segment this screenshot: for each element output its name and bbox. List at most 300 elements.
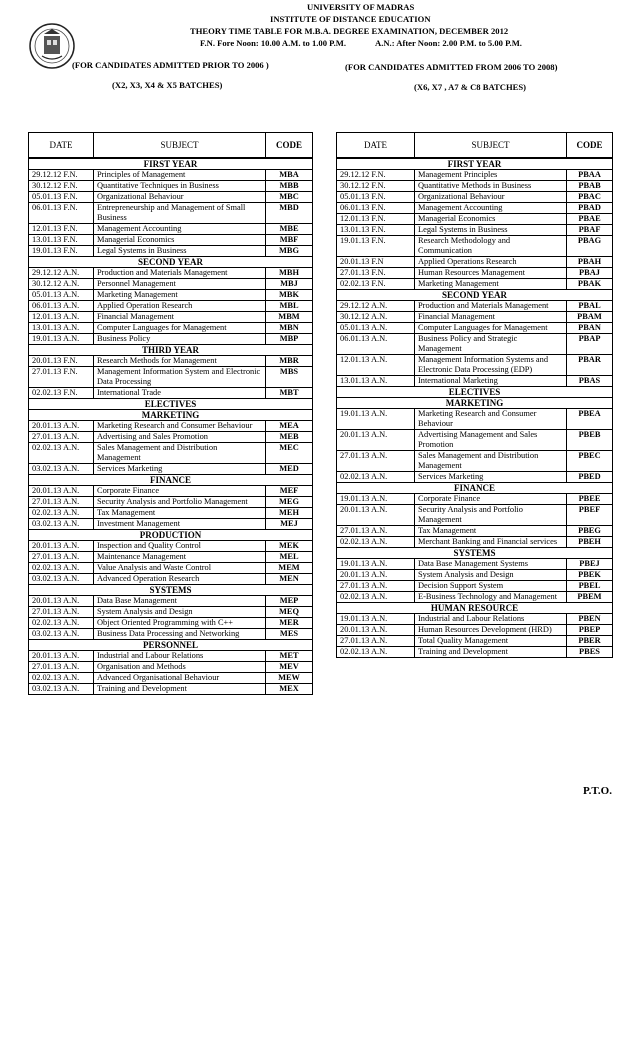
exam-date: 29.12.12 F.N. xyxy=(29,170,94,181)
exam-date: 27.01.13 A.N. xyxy=(29,662,94,673)
subject-name: Security Analysis and Portfolio Management xyxy=(94,497,266,508)
table-row xyxy=(337,526,613,537)
subject-name: Management Principles xyxy=(415,170,567,181)
subject-name: Personnel Management xyxy=(94,279,266,290)
table-row xyxy=(29,432,313,443)
exam-date: 29.12.12 A.N. xyxy=(337,301,415,312)
subject-code: PBAN xyxy=(567,323,613,334)
subject-name: Marketing Research and Consumer Behaviour xyxy=(94,421,266,432)
subject-name: Data Base Management xyxy=(94,596,266,607)
exam-date: 27.01.13 A.N. xyxy=(29,607,94,618)
table-row xyxy=(29,618,313,629)
university-seal-icon xyxy=(28,22,76,70)
subject-name: Quantitative Methods in Business xyxy=(415,181,567,192)
subject-code: PBEP xyxy=(567,625,613,636)
section-row xyxy=(337,158,613,170)
subject-name: Computer Languages for Management xyxy=(94,323,266,334)
subject-code: MBS xyxy=(266,367,313,388)
subject-code: PBEH xyxy=(567,537,613,548)
table-row xyxy=(29,684,313,695)
subject-code: PBEN xyxy=(567,614,613,625)
subject-code: MEW xyxy=(266,673,313,684)
subject-code: PBAL xyxy=(567,301,613,312)
table-row xyxy=(337,451,613,472)
subject-name: Applied Operations Research xyxy=(415,257,567,268)
exam-date: 27.01.13 A.N. xyxy=(29,552,94,563)
subject-code: MEJ xyxy=(266,519,313,530)
subject-code: MEX xyxy=(266,684,313,695)
table-row xyxy=(337,505,613,526)
subject-name: Tax Management xyxy=(415,526,567,537)
exam-date: 05.01.13 A.N. xyxy=(29,290,94,301)
exam-date: 30.12.12 A.N. xyxy=(337,312,415,323)
subject-name: Financial Management xyxy=(415,312,567,323)
table-row xyxy=(29,596,313,607)
subject-code: PBAP xyxy=(567,334,613,355)
exam-date: 20.01.13 A.N. xyxy=(29,651,94,662)
exam-date: 19.01.13 A.N. xyxy=(29,334,94,345)
exam-date: 02.02.13 A.N. xyxy=(337,592,415,603)
subject-name: Advanced Organisational Behaviour xyxy=(94,673,266,684)
left-group-title: (FOR CANDIDATES ADMITTED PRIOR TO 2006 ) xyxy=(72,60,269,70)
subject-code: MBJ xyxy=(266,279,313,290)
table-row xyxy=(29,290,313,301)
exam-date: 02.02.13 A.N. xyxy=(337,472,415,483)
exam-date: 02.02.13 A.N. xyxy=(337,647,415,658)
exam-date: 02.02.13 A.N. xyxy=(29,508,94,519)
subject-code: PBAD xyxy=(567,203,613,214)
subject-code: MES xyxy=(266,629,313,640)
table-row xyxy=(337,355,613,376)
left-table-body xyxy=(29,158,313,695)
subject-code: PBAH xyxy=(567,257,613,268)
subject-name: Data Base Management Systems xyxy=(415,559,567,570)
section-heading: ELECTIVES xyxy=(29,399,313,410)
exam-date: 19.01.13 A.N. xyxy=(337,494,415,505)
subject-name: E-Business Technology and Management xyxy=(415,592,567,603)
subject-code: MEA xyxy=(266,421,313,432)
exam-date: 19.01.13 F.N. xyxy=(29,246,94,257)
institute-name: INSTITUTE OF DISTANCE EDUCATION xyxy=(270,14,431,24)
exam-date: 19.01.13 A.N. xyxy=(337,409,415,430)
exam-date: 30.12.12 F.N. xyxy=(337,181,415,192)
exam-date: 19.01.13 A.N. xyxy=(337,559,415,570)
section-heading: SYSTEMS xyxy=(29,585,313,596)
subject-name: Corporate Finance xyxy=(415,494,567,505)
table-row xyxy=(337,570,613,581)
subject-code: PBAK xyxy=(567,279,613,290)
subject-name: Applied Operation Research xyxy=(94,301,266,312)
subject-name: Training and Development xyxy=(415,647,567,658)
date-header: DATE xyxy=(337,133,415,159)
exam-date: 20.01.13 A.N. xyxy=(337,625,415,636)
table-row xyxy=(29,334,313,345)
exam-date: 03.02.13 A.N. xyxy=(29,684,94,695)
exam-date: 06.01.13 F.N. xyxy=(337,203,415,214)
table-row xyxy=(29,541,313,552)
table-row xyxy=(29,651,313,662)
section-row xyxy=(29,530,313,541)
table-row xyxy=(29,367,313,388)
exam-date: 27.01.13 A.N. xyxy=(29,432,94,443)
subject-code: MBB xyxy=(266,181,313,192)
subject-name: Legal Systems in Business xyxy=(415,225,567,236)
table-row xyxy=(29,388,313,399)
table-row xyxy=(29,629,313,640)
section-row xyxy=(337,387,613,398)
table-row xyxy=(337,636,613,647)
subject-name: Maintenance Management xyxy=(94,552,266,563)
subject-name: Security Analysis and Portfolio Management xyxy=(415,505,567,526)
subject-code: MBM xyxy=(266,312,313,323)
exam-date: 20.01.13 A.N. xyxy=(337,430,415,451)
subject-name: Production and Materials Management xyxy=(94,268,266,279)
right-table-body xyxy=(337,158,613,658)
subject-name: Advertising Management and Sales Promotion xyxy=(415,430,567,451)
date-header: DATE xyxy=(29,133,94,159)
subject-name: Services Marketing xyxy=(415,472,567,483)
exam-date: 06.01.13 A.N. xyxy=(29,301,94,312)
subject-code: MBE xyxy=(266,224,313,235)
section-heading: FINANCE xyxy=(337,483,613,494)
table-row xyxy=(337,236,613,257)
section-heading: FIRST YEAR xyxy=(337,158,613,170)
table-row xyxy=(337,592,613,603)
exam-date: 19.01.13 F.N. xyxy=(337,236,415,257)
subject-code: MBP xyxy=(266,334,313,345)
table-row xyxy=(29,246,313,257)
table-row xyxy=(29,552,313,563)
subject-name: International Trade xyxy=(94,388,266,399)
forenoon-timing: F.N. Fore Noon: 10.00 A.M. to 1.00 P.M. xyxy=(200,38,347,48)
subject-code: PBEG xyxy=(567,526,613,537)
table-row xyxy=(29,421,313,432)
exam-date: 12.01.13 F.N. xyxy=(29,224,94,235)
subject-code: MBD xyxy=(266,203,313,224)
code-header: CODE xyxy=(266,133,313,159)
subject-code: PBEA xyxy=(567,409,613,430)
exam-date: 29.12.12 A.N. xyxy=(29,268,94,279)
exam-date: 06.01.13 A.N. xyxy=(337,334,415,355)
table-row xyxy=(29,170,313,181)
table-row xyxy=(29,356,313,367)
subject-code: MEG xyxy=(266,497,313,508)
subject-name: Investment Management xyxy=(94,519,266,530)
left-timetable xyxy=(28,132,313,695)
subject-name: Organizational Behaviour xyxy=(94,192,266,203)
subject-name: Management Accounting xyxy=(415,203,567,214)
table-row xyxy=(29,279,313,290)
subject-name: Entrepreneurship and Management of Small Business xyxy=(94,203,266,224)
section-heading: SECOND YEAR xyxy=(337,290,613,301)
subject-code: PBER xyxy=(567,636,613,647)
exam-date: 03.02.13 A.N. xyxy=(29,629,94,640)
subject-header: SUBJECT xyxy=(415,133,567,159)
table-row xyxy=(29,192,313,203)
exam-date: 02.02.13 A.N. xyxy=(29,563,94,574)
section-row xyxy=(29,475,313,486)
subject-code: MBR xyxy=(266,356,313,367)
exam-date: 02.02.13 F.N. xyxy=(29,388,94,399)
subject-code: MEN xyxy=(266,574,313,585)
exam-date: 13.01.13 F.N. xyxy=(29,235,94,246)
subject-code: MBT xyxy=(266,388,313,399)
table-row xyxy=(29,673,313,684)
exam-date: 12.01.13 A.N. xyxy=(337,355,415,376)
right-batches: (X6, X7 , A7 & C8 BATCHES) xyxy=(414,82,527,92)
table-row xyxy=(337,614,613,625)
table-row xyxy=(337,323,613,334)
section-row xyxy=(29,585,313,596)
exam-date: 20.01.13 A.N. xyxy=(29,596,94,607)
table-row xyxy=(337,430,613,451)
subject-name: Industrial and Labour Relations xyxy=(415,614,567,625)
subject-code: MEB xyxy=(266,432,313,443)
subject-name: Principles of Management xyxy=(94,170,266,181)
table-row xyxy=(337,203,613,214)
subject-name: Corporate Finance xyxy=(94,486,266,497)
code-header: CODE xyxy=(567,133,613,159)
table-row xyxy=(337,301,613,312)
subject-code: PBED xyxy=(567,472,613,483)
table-row xyxy=(337,581,613,592)
table-row xyxy=(337,334,613,355)
section-row xyxy=(337,398,613,409)
exam-date: 13.01.13 A.N. xyxy=(29,323,94,334)
subject-name: Advertising and Sales Promotion xyxy=(94,432,266,443)
exam-date: 03.02.13 A.N. xyxy=(29,464,94,475)
right-timetable xyxy=(336,132,613,658)
table-row xyxy=(29,497,313,508)
table-row xyxy=(337,192,613,203)
exam-date: 27.01.13 A.N. xyxy=(337,526,415,537)
section-heading: PERSONNEL xyxy=(29,640,313,651)
exam-title: THEORY TIME TABLE FOR M.B.A. DEGREE EXAMINATION, DECEMBER 2012 xyxy=(190,26,509,36)
exam-date: 05.01.13 F.N. xyxy=(337,192,415,203)
section-heading: SYSTEMS xyxy=(337,548,613,559)
subject-code: PBEM xyxy=(567,592,613,603)
subject-code: MEP xyxy=(266,596,313,607)
section-heading: THIRD YEAR xyxy=(29,345,313,356)
section-heading: ELECTIVES xyxy=(337,387,613,398)
subject-name: Marketing Management xyxy=(94,290,266,301)
subject-code: PBES xyxy=(567,647,613,658)
section-row xyxy=(29,410,313,421)
subject-code: MBF xyxy=(266,235,313,246)
subject-name: Marketing Management xyxy=(415,279,567,290)
table-row xyxy=(29,235,313,246)
exam-date: 27.01.13 A.N. xyxy=(337,636,415,647)
afternoon-timing: A.N.: After Noon: 2.00 P.M. to 5.00 P.M. xyxy=(375,38,522,48)
subject-name: Training and Development xyxy=(94,684,266,695)
subject-code: PBAR xyxy=(567,355,613,376)
subject-name: Business Policy and Strategic Management xyxy=(415,334,567,355)
subject-code: PBAB xyxy=(567,181,613,192)
subject-code: MBK xyxy=(266,290,313,301)
subject-name: Decision Support System xyxy=(415,581,567,592)
exam-date: 02.02.13 A.N. xyxy=(29,618,94,629)
subject-name: Production and Materials Management xyxy=(415,301,567,312)
exam-date: 27.01.13 F.N. xyxy=(29,367,94,388)
exam-date: 27.01.13 F.N. xyxy=(337,268,415,279)
subject-code: PBAA xyxy=(567,170,613,181)
header-row xyxy=(337,133,613,159)
exam-date: 12.01.13 A.N. xyxy=(29,312,94,323)
table-row xyxy=(29,607,313,618)
exam-date: 02.02.13 A.N. xyxy=(337,537,415,548)
table-row xyxy=(337,181,613,192)
section-heading: MARKETING xyxy=(337,398,613,409)
subject-name: Object Oriented Programming with C++ xyxy=(94,618,266,629)
section-heading: PRODUCTION xyxy=(29,530,313,541)
subject-code: MEF xyxy=(266,486,313,497)
exam-date: 05.01.13 A.N. xyxy=(337,323,415,334)
table-row xyxy=(29,224,313,235)
subject-name: Financial Management xyxy=(94,312,266,323)
subject-name: Services Marketing xyxy=(94,464,266,475)
subject-code: MBN xyxy=(266,323,313,334)
subject-name: Value Analysis and Waste Control xyxy=(94,563,266,574)
section-row xyxy=(337,290,613,301)
subject-name: Legal Systems in Business xyxy=(94,246,266,257)
exam-date: 03.02.13 A.N. xyxy=(29,519,94,530)
subject-name: Marketing Research and Consumer Behaviour xyxy=(415,409,567,430)
subject-code: MEQ xyxy=(266,607,313,618)
exam-date: 20.01.13 A.N. xyxy=(29,486,94,497)
subject-name: Organisation and Methods xyxy=(94,662,266,673)
section-heading: MARKETING xyxy=(29,410,313,421)
subject-name: Sales Management and Distribution Management xyxy=(94,443,266,464)
subject-name: International Marketing xyxy=(415,376,567,387)
subject-code: PBEL xyxy=(567,581,613,592)
table-row xyxy=(337,225,613,236)
subject-header: SUBJECT xyxy=(94,133,266,159)
table-row xyxy=(337,257,613,268)
table-row xyxy=(29,563,313,574)
subject-code: MBA xyxy=(266,170,313,181)
subject-name: Industrial and Labour Relations xyxy=(94,651,266,662)
subject-name: System Analysis and Design xyxy=(415,570,567,581)
subject-name: Human Resources Development (HRD) xyxy=(415,625,567,636)
table-row xyxy=(29,312,313,323)
subject-code: MED xyxy=(266,464,313,475)
subject-name: Human Resources Management xyxy=(415,268,567,279)
subject-name: Merchant Banking and Financial services xyxy=(415,537,567,548)
subject-name: System Analysis and Design xyxy=(94,607,266,618)
section-heading: HUMAN RESOURCE xyxy=(337,603,613,614)
table-row xyxy=(337,494,613,505)
section-row xyxy=(337,483,613,494)
subject-code: PBAG xyxy=(567,236,613,257)
subject-name: Managerial Economics xyxy=(94,235,266,246)
subject-code: MBC xyxy=(266,192,313,203)
section-row xyxy=(29,345,313,356)
table-row xyxy=(29,301,313,312)
table-row xyxy=(29,574,313,585)
subject-code: PBEJ xyxy=(567,559,613,570)
university-name: UNIVERSITY OF MADRAS xyxy=(307,2,415,12)
subject-code: PBAF xyxy=(567,225,613,236)
table-row xyxy=(29,508,313,519)
right-group-title: (FOR CANDIDATES ADMITTED FROM 2006 TO 2008) xyxy=(345,62,558,72)
subject-code: PBAE xyxy=(567,214,613,225)
left-batches: (X2, X3, X4 & X5 BATCHES) xyxy=(112,80,223,90)
table-row xyxy=(29,486,313,497)
subject-code: PBAC xyxy=(567,192,613,203)
exam-date: 20.01.13 A.N. xyxy=(337,505,415,526)
exam-date: 30.12.12 A.N. xyxy=(29,279,94,290)
subject-name: Managerial Economics xyxy=(415,214,567,225)
subject-code: MER xyxy=(266,618,313,629)
subject-name: Management Information Systems and Electronic Data Processing (EDP) xyxy=(415,355,567,376)
table-row xyxy=(337,268,613,279)
section-row xyxy=(337,603,613,614)
subject-name: Management Accounting xyxy=(94,224,266,235)
subject-name: Inspection and Quality Control xyxy=(94,541,266,552)
subject-name: Advanced Operation Research xyxy=(94,574,266,585)
table-row xyxy=(29,464,313,475)
subject-code: PBEK xyxy=(567,570,613,581)
subject-code: MEV xyxy=(266,662,313,673)
table-row xyxy=(29,662,313,673)
subject-code: MBL xyxy=(266,301,313,312)
subject-code: MEC xyxy=(266,443,313,464)
subject-name: Quantitative Techniques in Business xyxy=(94,181,266,192)
table-row xyxy=(337,312,613,323)
table-row xyxy=(337,279,613,290)
exam-date: 02.02.13 F.N. xyxy=(337,279,415,290)
table-row xyxy=(337,647,613,658)
subject-code: MBH xyxy=(266,268,313,279)
section-row xyxy=(29,640,313,651)
subject-code: MBG xyxy=(266,246,313,257)
section-heading: FIRST YEAR xyxy=(29,158,313,170)
subject-name: Organizational Behaviour xyxy=(415,192,567,203)
table-row xyxy=(29,268,313,279)
table-row xyxy=(29,323,313,334)
table-row xyxy=(337,537,613,548)
subject-name: Research Methodology and Communication xyxy=(415,236,567,257)
subject-code: MEH xyxy=(266,508,313,519)
section-row xyxy=(29,158,313,170)
exam-date: 13.01.13 F.N. xyxy=(337,225,415,236)
header-row xyxy=(29,133,313,159)
exam-date: 02.02.13 A.N. xyxy=(29,443,94,464)
table-row xyxy=(29,181,313,192)
table-row xyxy=(337,376,613,387)
section-row xyxy=(337,548,613,559)
table-row xyxy=(337,409,613,430)
subject-name: Business Policy xyxy=(94,334,266,345)
exam-date: 20.01.13 A.N. xyxy=(337,570,415,581)
subject-code: PBAS xyxy=(567,376,613,387)
table-row xyxy=(337,472,613,483)
subject-code: MET xyxy=(266,651,313,662)
exam-date: 19.01.13 A.N. xyxy=(337,614,415,625)
subject-code: PBAJ xyxy=(567,268,613,279)
subject-code: PBEE xyxy=(567,494,613,505)
exam-date: 20.01.13 A.N. xyxy=(29,421,94,432)
table-row xyxy=(337,214,613,225)
exam-date: 20.01.13 F.N. xyxy=(29,356,94,367)
exam-date: 02.02.13 A.N. xyxy=(29,673,94,684)
table-row xyxy=(29,203,313,224)
exam-date: 05.01.13 F.N. xyxy=(29,192,94,203)
table-row xyxy=(337,559,613,570)
subject-name: Computer Languages for Management xyxy=(415,323,567,334)
subject-code: PBEC xyxy=(567,451,613,472)
subject-name: Management Information System and Electronic Data Processing xyxy=(94,367,266,388)
